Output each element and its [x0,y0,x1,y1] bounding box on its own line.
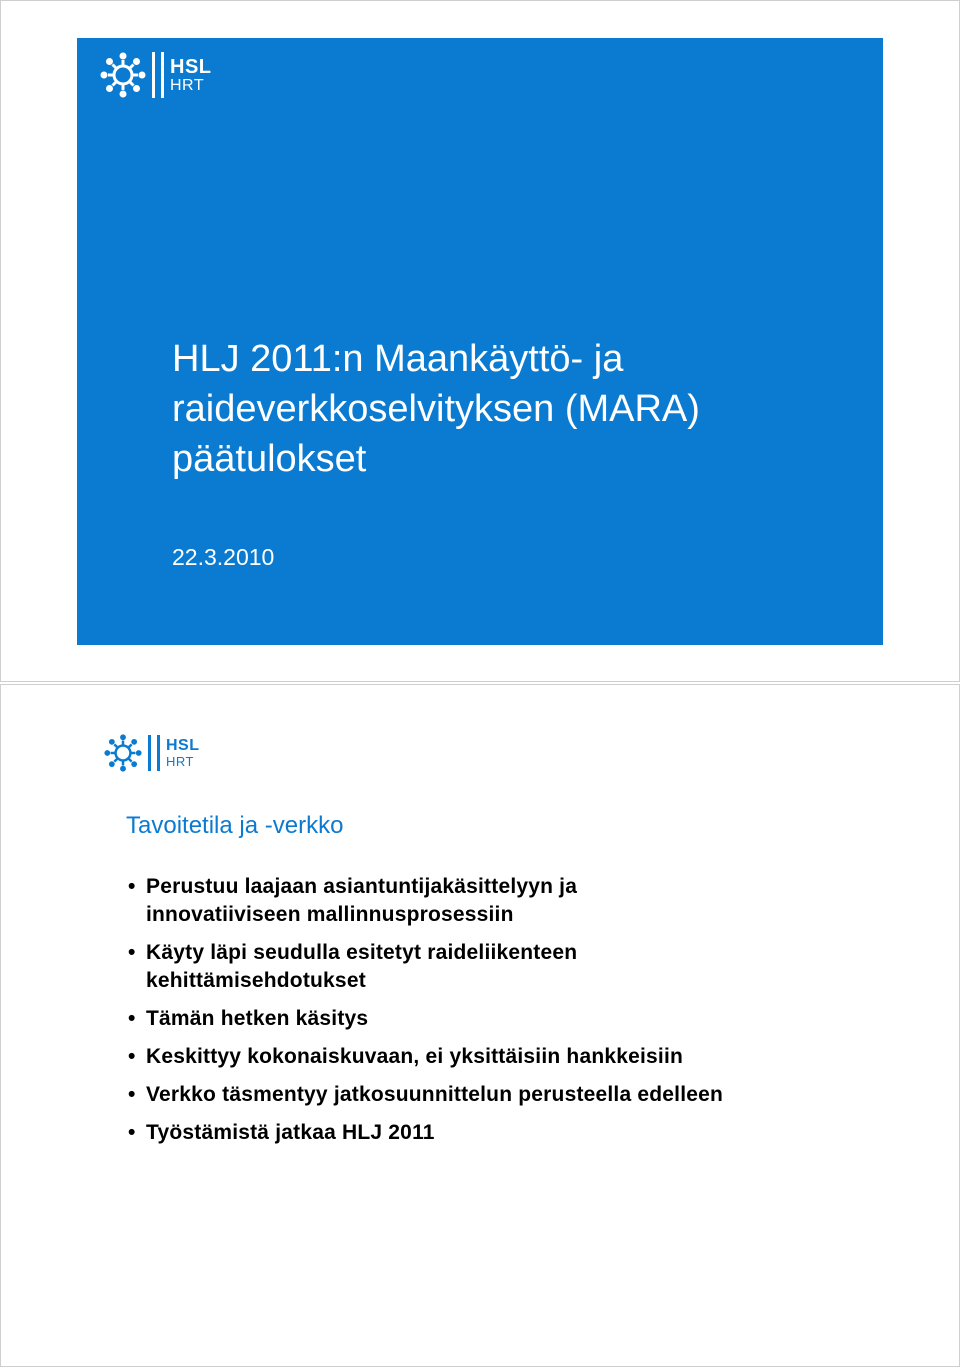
hsl-logo [100,52,212,98]
slide-date: 22.3.2010 [172,544,275,570]
logo-divider [148,735,151,771]
list-item: • Työstämistä jatkaa HLJ 2011 [128,1119,928,1147]
list-item: • Perustuu laajaan asiantuntijakäsittelyyn ja innovatiiviseen mallinnusprosessiin [128,873,706,929]
slide-title [172,334,862,484]
logo-wordmark [170,57,212,94]
list-item: • Käyty läpi seudulla esitetyt raideliikenteen kehittämisehdotukset [128,939,706,995]
logo-divider [161,52,164,98]
logo-line-1: HSL [166,737,200,754]
list-item: • Tämän hetken käsitys [128,1005,928,1033]
hsl-sun-icon [104,734,142,772]
logo-line-2: HRT [170,76,205,94]
title-line: raideverkkoselvityksen (MARA) [172,388,700,430]
slide-heading: Tavoitetila ja -verkko [126,812,344,839]
list-item: • Keskittyy kokonaiskuvaan, ei yksittäisiin hankkeisiin [128,1043,928,1071]
hsl-logo [104,734,200,772]
hsl-sun-icon [100,52,146,98]
list-item: • Verkko täsmentyy jatkosuunnittelun perusteella edelleen [128,1081,786,1109]
logo-divider [152,52,155,98]
logo-divider [157,735,160,771]
bullet-list [128,873,928,1157]
logo-wordmark [166,738,200,768]
logo-line-2: HRT [166,754,194,769]
logo-line-1: HSL [170,55,212,78]
title-line: HLJ 2011:n Maankäyttö- ja [172,338,624,380]
title-line: päätulokset [172,438,367,480]
